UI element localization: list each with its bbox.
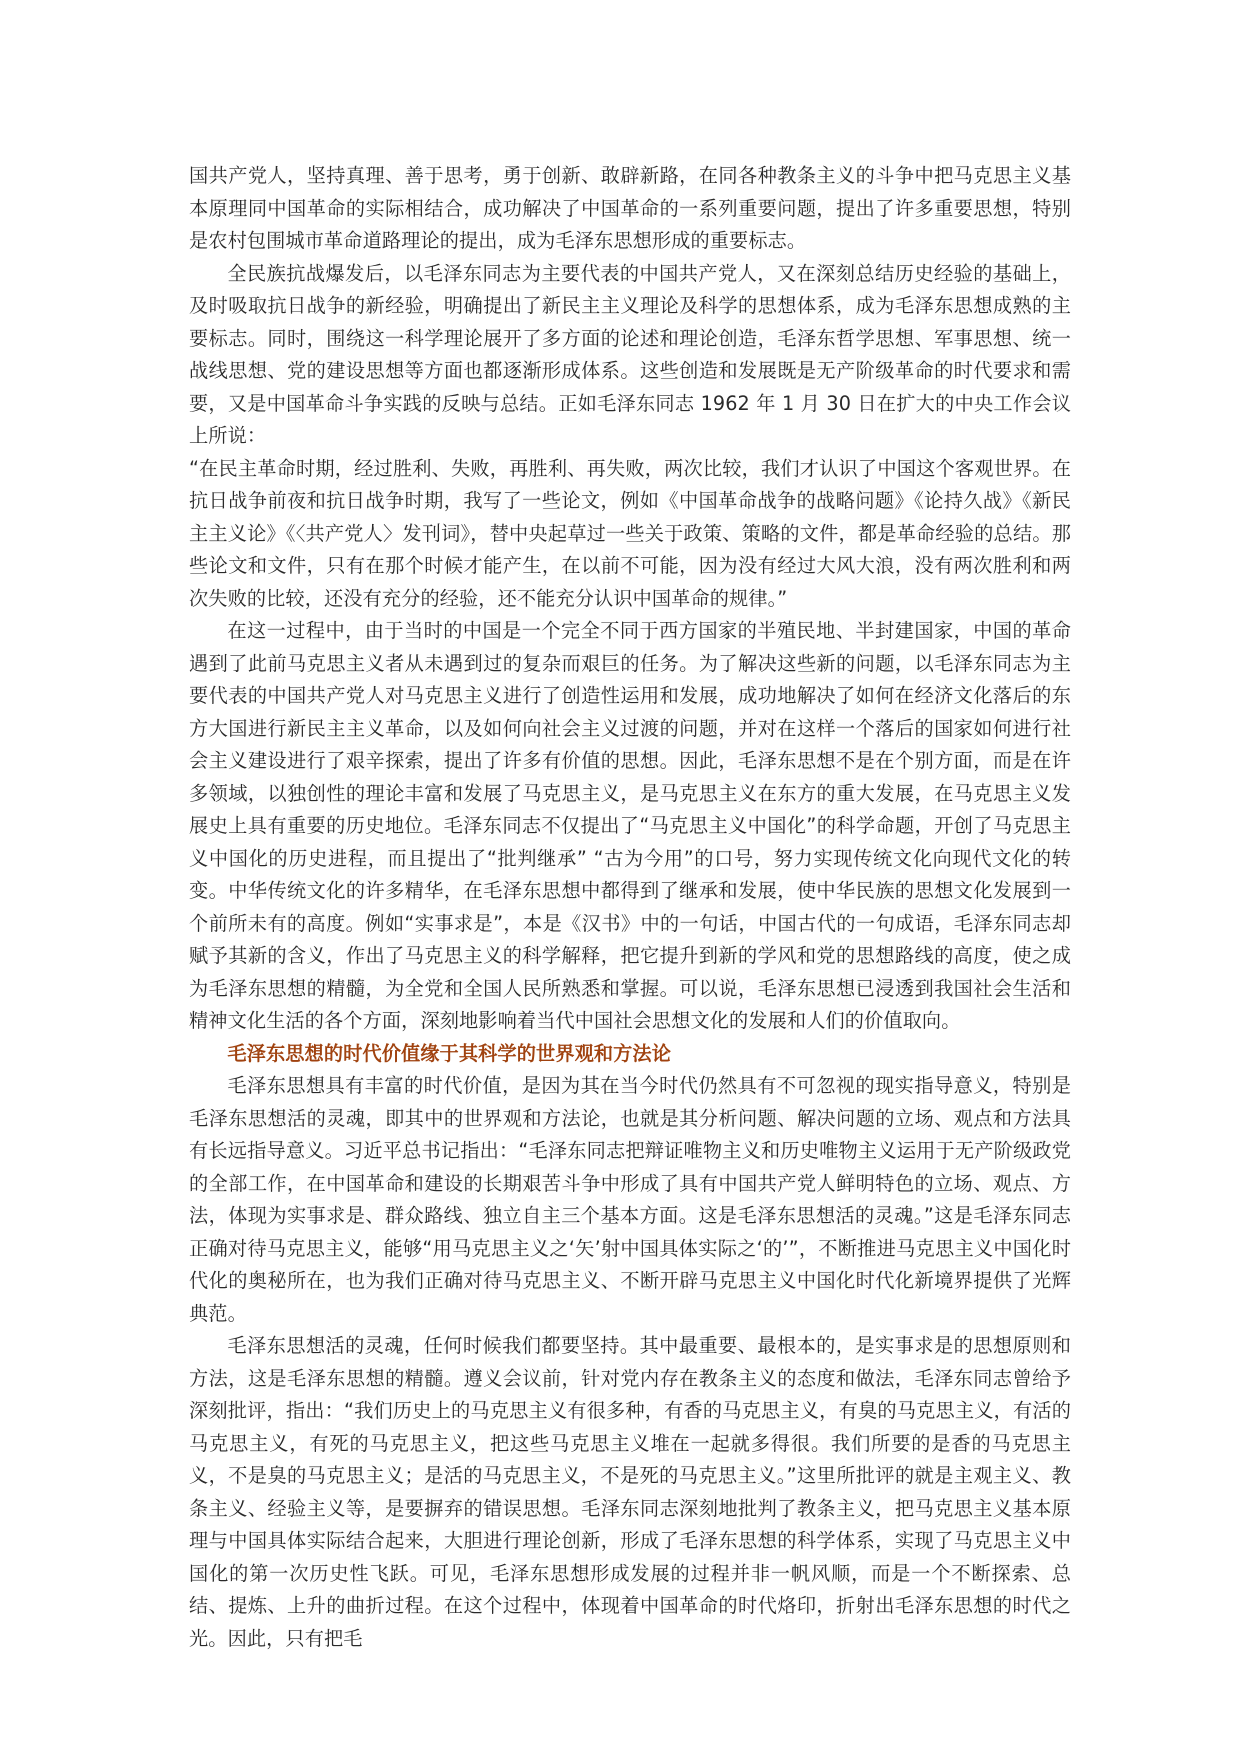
paragraph-6: 毛泽东思想活的灵魂，任何时候我们都要坚持。其中最重要、最根本的，是实事求是的思想原则和方法，这是毛泽东思想的精髓。遵义会议前，针对党内存在教条主义的态度和做法，毛泽东同志曾给予深刻批评，指出：“我们历史上的马克思主义有很多种，有香的马克思主义，有臭的马克思主义，有活的马克思主义，有死的马克思主义，把这些马克思主义堆在一起就多得很。我们所要的是香的马克思主义，不是臭的马克思主义；是活的马克思主义，不是死的马克思主义。”这里所批评的就是主观主义、教条主义、经验主义等，是要摒弃的错误思想。毛泽东同志深刻地批判了教条主义，把马克思主义基本原理与中国具体实际结合起来，大胆进行理论创新，形成了毛泽东思想的科学体系，实现了马克思主义中国化的第一次历史性飞跃。可见，毛泽东思想形成发展的过程并非一帆风顺，而是一个不断探索、总结、提炼、上升的曲折过程。在这个过程中，体现着中国革命的时代烙印，折射出毛泽东思想的时代之光。因此，只有把毛	[189, 1334, 1071, 1650]
quotation-paragraph: “在民主革命时期，经过胜利、失败，再胜利、再失败，两次比较，我们才认识了中国这个客观世界。在抗日战争前夜和抗日战争时期，我写了一些论文，例如《中国革命战争的战略问题》《论持久战》《新民主主义论》《〈共产党人〉发刊词》，替中央起草过一些关于政策、策略的文件，都是革命经验的总结。那些论文和文件，只有在那个时候才能产生，在以前不可能，因为没有经过大风大浪，没有两次胜利和两次失败的比较，还没有充分的经验，还不能充分认识中国革命的规律。”	[189, 456, 1071, 610]
paragraph-1: 国共产党人，坚持真理、善于思考，勇于创新、敢辟新路，在同各种教条主义的斗争中把马克思主义基本原理同中国革命的实际相结合，成功解决了中国革命的一系列重要问题，提出了许多重要思想，特别是农村包围城市革命道路理论的提出，成为毛泽东思想形成的重要标志。	[189, 164, 1071, 252]
document-body	[189, 160, 1071, 1655]
paragraph-2: 全民族抗战爆发后，以毛泽东同志为主要代表的中国共产党人，又在深刻总结历史经验的基础上，及时吸取抗日战争的新经验，明确提出了新民主主义理论及科学的思想体系，成为毛泽东思想成熟的主要标志。同时，围绕这一科学理论展开了多方面的论述和理论创造，毛泽东哲学思想、军事思想、统一战线思想、党的建设思想等方面也都逐渐形成体系。这些创造和发展既是无产阶级革命的时代要求和需要，又是中国革命斗争实践的反映与总结。正如毛泽东同志 1962 年 1 月 30 日在扩大的中央工作会议上所说：	[189, 261, 1071, 447]
paragraph-4: 在这一过程中，由于当时的中国是一个完全不同于西方国家的半殖民地、半封建国家，中国的革命遇到了此前马克思主义者从未遇到过的复杂而艰巨的任务。为了解决这些新的问题，以毛泽东同志为主要代表的中国共产党人对马克思主义进行了创造性运用和发展，成功地解决了如何在经济文化落后的东方大国进行新民主主义革命，以及如何向社会主义过渡的问题，并对在这样一个落后的国家如何进行社会主义建设进行了艰辛探索，提出了许多有价值的思想。因此，毛泽东思想不是在个别方面，而是在许多领域，以独创性的理论丰富和发展了马克思主义，是马克思主义在东方的重大发展，在马克思主义发展史上具有重要的历史地位。毛泽东同志不仅提出了“马克思主义中国化”的科学命题，开创了马克思主义中国化的历史进程，而且提出了“批判继承” “古为今用”的口号，努力实现传统文化向现代文化的转变。中华传统文化的许多精华，在毛泽东思想中都得到了继承和发展，使中华民族的思想文化发展到一个前所未有的高度。例如“实事求是”，本是《汉书》中的一句话，中国古代的一句成语，毛泽东同志却赋予其新的含义，作出了马克思主义的科学解释，把它提升到新的学风和党的思想路线的高度，使之成为毛泽东思想的精髓，为全党和全国人民所熟悉和掌握。可以说，毛泽东思想已浸透到我国社会生活和精神文化生活的各个方面，深刻地影响着当代中国社会思想文化的发展和人们的价值取向。	[189, 619, 1071, 1032]
section-heading: 毛泽东思想的时代价值缘于其科学的世界观和方法论	[227, 1041, 672, 1065]
paragraph-5: 毛泽东思想具有丰富的时代价值，是因为其在当今时代仍然具有不可忽视的现实指导意义，特别是毛泽东思想活的灵魂，即其中的世界观和方法论，也就是其分析问题、解决问题的立场、观点和方法具有长远指导意义。习近平总书记指出：“毛泽东同志把辩证唯物主义和历史唯物主义运用于无产阶级政党的全部工作，在中国革命和建设的长期艰苦斗争中形成了具有中国共产党人鲜明特色的立场、观点、方法，体现为实事求是、群众路线、独立自主三个基本方面。这是毛泽东思想活的灵魂。”这是毛泽东同志正确对待马克思主义，能够“用马克思主义之‘矢’射中国具体实际之‘的’”，不断推进马克思主义中国化时代化的奥秘所在，也为我们正确对待马克思主义、不断开辟马克思主义中国化时代化新境界提供了光辉典范。	[189, 1074, 1071, 1325]
